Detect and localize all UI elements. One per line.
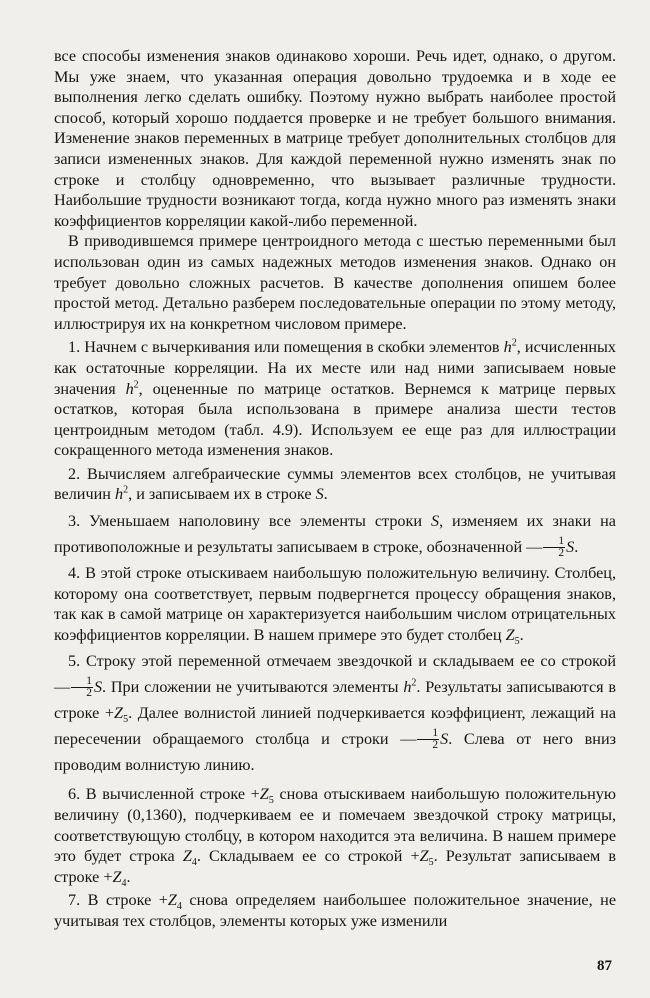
fraction-half: $\frac{1}{2}$ xyxy=(71,676,93,699)
step-3: 3. Уменьшаем наполовину все элементы строки S, изменяем их знаки на противоположные и результаты записываем в строке, обозначенной — $\frac{1}{2}$ S. xyxy=(54,512,616,559)
paragraph-1: все способы изменения знаков одинаково хороши. Речь идет, однако, о другом. Мы уже знаем, что указанная операция довольно трудоемка и в ходе ее выполнения легко сделать ошибку. Поэтому нужно выбрать наиболее простой способ, который хорошо поддается проверке и не требует большого внимания. Изменение знаков переменных в матрице требует дополнительных столбцов для записи измененных знаков. Для каждой переменной нужно изменять знак по строке и столбцу одновременно, что вызывает различные трудности. Наибольшие трудности возникают тогда, когда нужно много раз изменять знаки коэффициентов корреляции какой-либо переменной. xyxy=(54,47,616,230)
step-4: 4. В этой строке отыскиваем наибольшую положительную величину. Столбец, которому она соответствует, первым подвергнется процессу обращения знаков, так как в самой матрице он характеризуется наибольшим числом отрицательных коэффициентов корреляции. В нашем примере это будет столбец $Z_5$. xyxy=(54,564,616,648)
page-body xyxy=(54,46,616,932)
paragraph-2: В приводившемся примере центроидного метода с шестью переменными был использован один из самых надежных методов изменения знаков. Однако он требует довольно сложных расчетов. В качестве дополнения опишем более простой метод. Детально разберем последовательные операции по этому методу, иллюстрируя их на конкретном числовом примере. xyxy=(54,232,616,333)
step-5: 5. Строку этой переменной отмечаем звездочкой и складываем ее со строкой — $\frac{1}{2}$ S. При сложении не учитываются элементы $h^2$. Результаты записываются в строке $+Z_5$. Далее волнистой линией подчеркивается коэффициент, лежащий на пересечении обращаемого столбца и строки — $\frac{1}{2}$ S. Слева от него вниз проводим волнистую линию. xyxy=(54,652,617,775)
step-7: 7. В строке $+Z_4$ снова определяем наибольшее положительное значение, не учитывая тех столбцов, элементы которых уже изменили xyxy=(54,891,617,930)
step-6: 6. В вычисленной строке $+Z_5$ снова отыскиваем наибольшую положительную величину (0,1360), подчеркиваем ее и помечаем звездочкой строку матрицы, соответствующую столбцу, в котором находится эта величина. В нашем примере это будет строка $Z_4$. Складываем ее со строкой $+Z_5$. Результат записываем в строке $+Z_4$. xyxy=(54,785,616,890)
fraction-half: $\frac{1}{2}$ xyxy=(543,536,565,559)
fraction-half: $\frac{1}{2}$ xyxy=(417,728,439,751)
step-1: 1. Начнем с вычеркивания или помещения в скобки элементов $h^2$, исчисленных как остаточные корреляции. На их месте или над ними записываем новые значения $h^2$, оцененные по матрице остатков. Вернемся к матрице первых остатков, которая была использована в примере анализа шести тестов центроидным методом (табл. 4.9). Используем ее еще раз для иллюстрации сокращенного метода изменения знаков. xyxy=(54,337,616,460)
step-2: 2. Вычисляем алгебраические суммы элементов всех столбцов, не учитывая величин $h^2$, и записываем их в строке S. xyxy=(54,464,616,504)
page-number: 87 xyxy=(597,958,612,974)
